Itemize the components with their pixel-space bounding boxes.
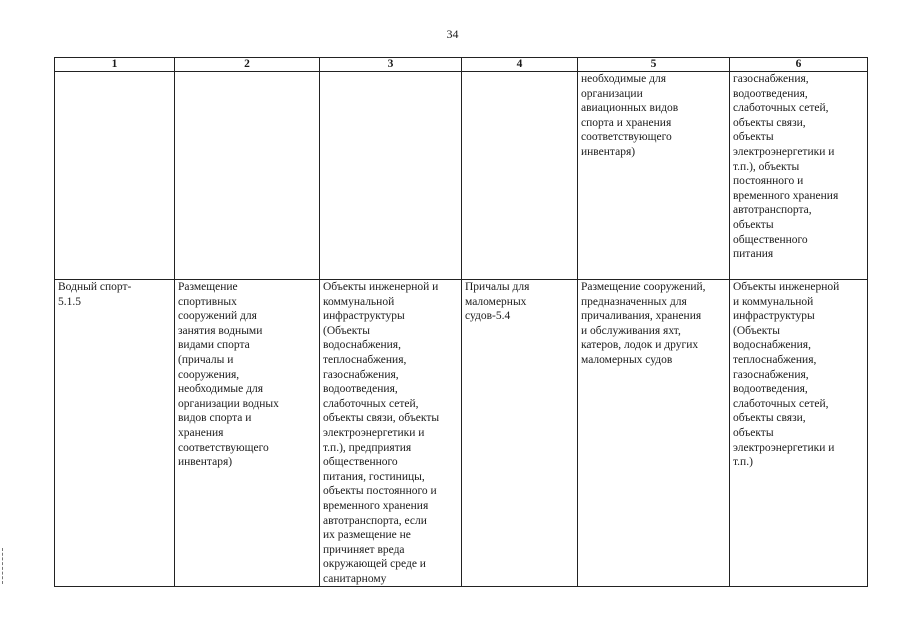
column-header-3: 3 xyxy=(320,58,462,72)
table-cell: Водный спорт- 5.1.5 xyxy=(55,280,175,587)
table-cell: необходимые для организации авиационных видов спорта и хранения соответствующего инвентаря) xyxy=(578,72,730,280)
table-cell: Размещение спортивных сооружений для занятия водными видами спорта (причалы и сооружения, необходимые для организации водных видов спорта и хранения соответствующего инвентаря) xyxy=(175,280,320,587)
table-row-water-sport xyxy=(55,280,868,587)
table-cell: газоснабжения, водоотведения, слаботочных сетей, объекты связи, объекты электроэнергетики и т.п.), объекты постоянного и временного хранения автотранспорта, объекты общественного питания xyxy=(730,72,868,280)
column-header-1: 1 xyxy=(55,58,175,72)
land-use-table xyxy=(54,57,868,587)
table-cell xyxy=(462,72,578,280)
table-row-continued xyxy=(55,72,868,280)
table-cell: Объекты инженерной и коммунальной инфраструктуры (Объекты водоснабжения, теплоснабжения, газоснабжения, водоотведения, слаботочных сетей, объекты связи, объекты электроэнергетики и т.п.), предприятия общественного питания, гостиницы, объекты постоянного и временного хранения автотранспорта, если их размещение не причиняет вреда окружающей среде и санитарному xyxy=(320,280,462,587)
column-header-4: 4 xyxy=(462,58,578,72)
scan-margin-mark xyxy=(2,548,5,584)
table-cell: Причалы для маломерных судов-5.4 xyxy=(462,280,578,587)
table-cell: Размещение сооружений, предназначенных для причаливания, хранения и обслуживания яхт, катеров, лодок и других маломерных судов xyxy=(578,280,730,587)
table-cell xyxy=(175,72,320,280)
column-header-6: 6 xyxy=(730,58,868,72)
table-header-row xyxy=(55,58,868,72)
table-cell xyxy=(55,72,175,280)
table-cell xyxy=(320,72,462,280)
column-header-5: 5 xyxy=(578,58,730,72)
page-number: 34 xyxy=(446,27,459,41)
table-cell: Объекты инженерной и коммунальной инфраструктуры (Объекты водоснабжения, теплоснабжения, газоснабжения, водоотведения, слаботочных сетей, объекты связи, объекты электроэнергетики и т.п.) xyxy=(730,280,868,587)
column-header-2: 2 xyxy=(175,58,320,72)
